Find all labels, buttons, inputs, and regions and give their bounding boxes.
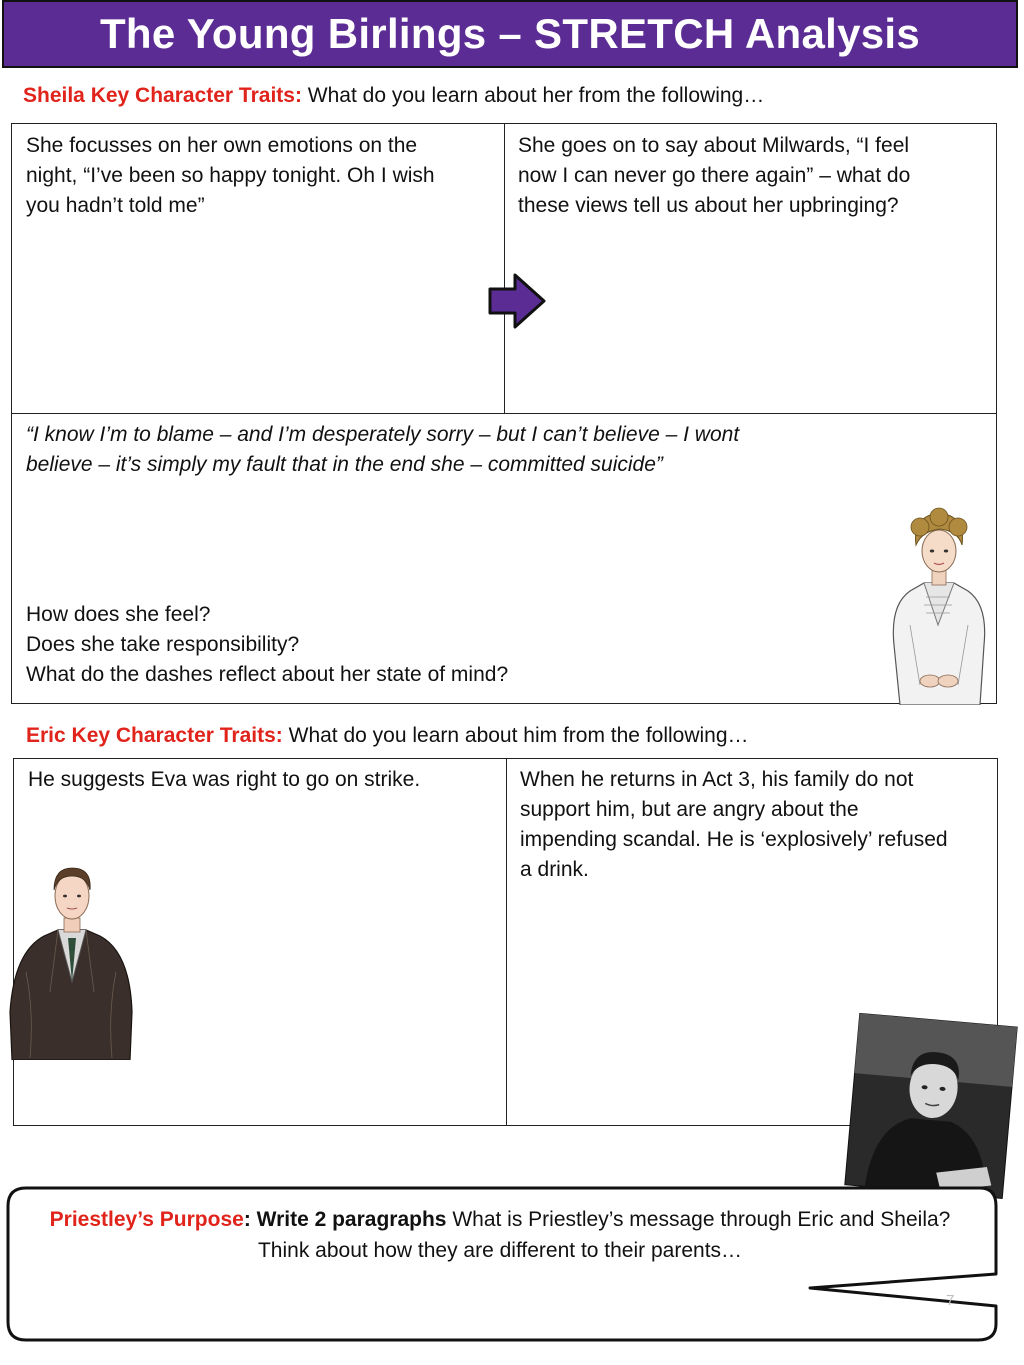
text-line: impending scandal. He is ‘explosively’ refused bbox=[520, 828, 948, 851]
eric-heading-label: Eric Key Character Traits: bbox=[26, 724, 283, 747]
purpose-colon: : bbox=[243, 1208, 257, 1231]
text-line: a drink. bbox=[520, 858, 589, 881]
text-line: night, “I’ve been so happy tonight. Oh I wish bbox=[26, 164, 435, 187]
sheila-box2-text bbox=[518, 131, 910, 221]
sheila-heading-label: Sheila Key Character Traits: bbox=[23, 84, 302, 107]
quote-line: believe – it’s simply my fault that in the end she – committed suicide” bbox=[26, 453, 663, 476]
text-line: She focusses on her own emotions on the bbox=[26, 134, 418, 157]
sheila-box1-text bbox=[26, 131, 435, 221]
text-line: these views tell us about her upbringing? bbox=[518, 194, 899, 217]
purpose-question: What is Priestley’s message through Eric and Sheila? bbox=[446, 1208, 951, 1231]
page-title: The Young Birlings – STRETCH Analysis bbox=[99, 10, 921, 57]
eric-box1-text bbox=[28, 765, 420, 795]
text-line: you hadn’t told me” bbox=[26, 194, 205, 217]
sheila-heading bbox=[23, 84, 764, 108]
eric-illustration bbox=[6, 862, 136, 1060]
eric-heading bbox=[26, 724, 749, 748]
sheila-illustration bbox=[880, 505, 998, 705]
question-line: Does she take responsibility? bbox=[26, 633, 300, 656]
eric-heading-text: What do you learn about him from the following… bbox=[282, 724, 749, 747]
text-line: now I can never go there again” – what do bbox=[518, 164, 911, 187]
text-line: When he returns in Act 3, his family do not bbox=[520, 768, 914, 791]
sheila-quote bbox=[26, 420, 739, 480]
question-line: How does she feel? bbox=[26, 603, 211, 626]
purpose-line2: Think about how they are different to their parents… bbox=[257, 1239, 743, 1262]
purpose-label: Priestley’s Purpose bbox=[49, 1208, 244, 1231]
text-line: He suggests Eva was right to go on strike. bbox=[28, 768, 421, 791]
eric-box2-text bbox=[520, 765, 948, 885]
page-number: 7 bbox=[946, 1292, 955, 1309]
sheila-heading-text: What do you learn about her from the following… bbox=[301, 84, 765, 107]
quote-line: “I know I’m to blame – and I’m desperately sorry – but I can’t believe – I wont bbox=[26, 423, 740, 446]
purpose-text bbox=[28, 1204, 972, 1266]
purpose-bold: Write 2 paragraphs bbox=[256, 1208, 447, 1231]
title-banner bbox=[2, 0, 1018, 68]
sheila-questions bbox=[26, 600, 508, 690]
text-line: She goes on to say about Milwards, “I feel bbox=[518, 134, 910, 157]
priestley-photo bbox=[842, 1012, 1022, 1200]
right-arrow-icon bbox=[487, 272, 549, 330]
text-line: support him, but are angry about the bbox=[520, 798, 859, 821]
question-line: What do the dashes reflect about her state of mind? bbox=[26, 663, 509, 686]
purpose-line1 bbox=[28, 1204, 972, 1235]
